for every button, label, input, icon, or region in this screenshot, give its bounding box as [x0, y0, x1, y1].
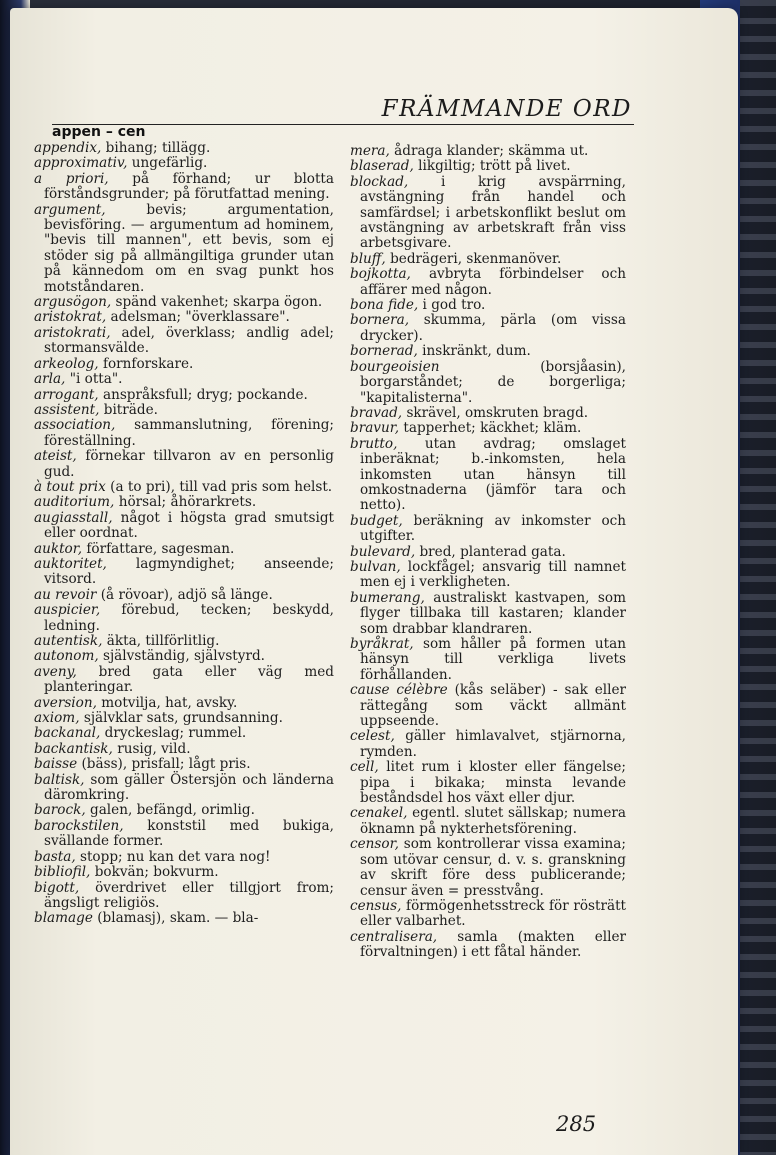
entry-definition: (borsjåasin), borgarståndet; de borgerliga; "kapitalisterna". [360, 358, 626, 406]
entry-definition: förmögenhetsstreck för rösträtt eller valbarhet. [360, 897, 626, 930]
entry-term: a priori, [34, 170, 109, 187]
entry-definition: som håller på formen utan hänsyn till verkliga livets förhållanden. [360, 636, 626, 683]
entry-term: backanal, [34, 725, 101, 742]
dictionary-entry [34, 726, 334, 741]
entry-definition: skrävel, omskruten bragd. [402, 404, 589, 421]
dictionary-entry [34, 742, 334, 757]
dictionary-entry [34, 295, 334, 310]
entry-definition: något i högsta grad smutsigt eller oordnat. [44, 509, 334, 542]
dictionary-entry [34, 480, 334, 495]
entry-definition: motvilja, hat, avsky. [96, 694, 238, 711]
entry-term: augiasstall, [34, 509, 113, 526]
entry-definition: beräkning av inkomster och utgifter. [360, 512, 626, 545]
entry-term: approximativ, [34, 155, 128, 172]
entry-term: autentisk, [34, 633, 103, 649]
dictionary-entry [350, 760, 626, 806]
entry-term: byråkrat, [350, 636, 414, 652]
dictionary-entry [34, 203, 334, 295]
entry-definition: överdrivet eller tillgjort from; ängsligt religiös. [44, 879, 334, 911]
entry-definition: (bäss), prisfall; lågt pris. [77, 756, 251, 773]
entry-term: barock, [34, 802, 86, 819]
entry-definition: adel, överklass; andlig adel; stormansvälde. [44, 324, 334, 357]
dictionary-entry [34, 711, 334, 726]
entry-term: auditorium, [34, 494, 115, 511]
entry-definition: utan avdrag; omslaget inberäknat; b.-inkomsten, hela inkomsten utan hänsyn till omkostnaderna (jämför tara och netto). [360, 435, 626, 514]
entry-definition: stopp; nu kan det vara nog! [75, 848, 271, 865]
entry-term: cause célèbre [350, 682, 448, 699]
dictionary-entry [34, 495, 334, 510]
dictionary-entry [34, 511, 334, 542]
entry-definition: "i otta". [65, 371, 123, 388]
entry-term: axiom, [34, 710, 80, 727]
entry-definition: förnekar tillvaron av en personlig gud. [44, 448, 334, 480]
dictionary-entry [34, 911, 334, 926]
backdrop-stripes [740, 0, 776, 1155]
entry-term: bourgeoisien [350, 358, 440, 375]
dictionary-entry [350, 806, 626, 837]
dictionary-entry [350, 899, 626, 930]
entry-definition: australiskt kastvapen, som flyger tillbaka till kastaren; klander som drabbar klandraren. [360, 589, 626, 637]
dictionary-entry [34, 372, 334, 387]
entry-definition: självständig, självstyrd. [98, 648, 265, 665]
entry-term: mera, [350, 143, 390, 159]
entry-term: cenakel, [350, 805, 408, 822]
entry-term: blockad, [350, 173, 409, 190]
entry-definition: tapperhet; käckhet; kläm. [399, 420, 582, 437]
dictionary-entry [34, 326, 334, 357]
dictionary-entry [34, 649, 334, 664]
entry-definition: dryckeslag; rummel. [100, 725, 247, 742]
entry-definition: likgiltig; trött på livet. [413, 158, 571, 175]
dictionary-entry [34, 403, 334, 418]
dictionary-entry [34, 449, 334, 480]
dictionary-entry [350, 729, 626, 760]
dictionary-entry [350, 545, 626, 560]
entry-term: auktoritet, [34, 555, 107, 572]
entry-term: bornerad, [350, 343, 418, 360]
entry-term: à tout prix [34, 478, 106, 495]
dictionary-entry [350, 159, 626, 174]
dictionary-entry [34, 696, 334, 711]
entry-term: arrogant, [34, 386, 99, 403]
entry-term: bona fide, [350, 297, 419, 314]
dictionary-entry [34, 819, 334, 850]
entry-term: baltisk, [34, 771, 85, 788]
entry-definition: anspråksfull; dryg; pockande. [98, 386, 308, 403]
dictionary-entry [350, 591, 626, 637]
entry-term: association, [34, 417, 116, 434]
dictionary-entry [350, 344, 626, 359]
entry-definition: sammanslutning, förening; föreställning. [44, 417, 334, 449]
entry-definition: adelsman; "överklassare". [106, 309, 290, 326]
dictionary-entry [34, 141, 334, 156]
left-column [34, 141, 334, 927]
dictionary-entry [34, 634, 334, 649]
entry-definition: på förhand; ur blotta förståndsgrunder; på förutfattad mening. [44, 170, 335, 203]
dictionary-entry [34, 557, 334, 588]
entry-term: bluff, [350, 250, 386, 267]
entry-definition: lagmyndighet; anseende; vitsord. [44, 555, 334, 588]
entry-definition: ådraga klander; skämma ut. [389, 143, 589, 159]
dictionary-entry [34, 156, 334, 171]
entry-term: autonom, [34, 648, 99, 665]
entry-term: argument, [34, 201, 106, 218]
dictionary-entry [350, 298, 626, 313]
entry-term: ateist, [34, 448, 77, 465]
entry-definition: som kontrollerar vissa examina; som utövar censur, d. v. s. granskning av skrift före dess publicerande; censur även = presstvång. [360, 836, 626, 899]
entry-definition: hörsal; åhörarkrets. [114, 494, 257, 511]
entry-term: bravad, [350, 404, 403, 421]
entry-definition: litet rum i kloster eller fängelse; pipa i bikaka; minsta levande beståndsdel hos växt eller djur. [360, 759, 626, 807]
entry-definition: avbryta förbindelser och affärer med någon. [360, 266, 626, 298]
entry-definition: (blamasj), skam. — bla- [92, 910, 259, 927]
entry-term: bornera, [350, 312, 410, 329]
entry-term: appendix, [34, 140, 102, 156]
entry-term: assistent, [34, 401, 100, 418]
dictionary-entry [350, 421, 626, 436]
page-title: FRÄMMANDE ORD [381, 96, 632, 122]
dictionary-entry [350, 360, 626, 406]
entry-definition: äkta, tillförlitlig. [102, 633, 220, 649]
entry-term: bumerang, [350, 589, 425, 606]
entry-definition: rusig, vild. [112, 740, 191, 757]
entry-term: bigott, [34, 879, 80, 896]
dictionary-entry [34, 542, 334, 557]
entry-definition: bevis; argumentation, bevisföring. — argumentum ad hominem, "bevis till mannen", ett bevis, som ej stöder sig på allmängiltiga grunder utan på kännedom om en svag punkt hos motståndaren. [44, 201, 334, 295]
dictionary-entry [350, 144, 626, 159]
entry-term: celest, [350, 728, 395, 745]
entry-definition: (a to pri), till vad pris som helst. [105, 478, 333, 495]
guide-word: appen – cen [52, 124, 146, 140]
entry-definition: självklar sats, grundsanning. [79, 710, 283, 727]
entry-definition: skumma, pärla (om vissa drycker). [360, 312, 626, 344]
entry-definition: bred gata eller väg med planteringar. [44, 663, 334, 696]
dictionary-entry [34, 757, 334, 772]
right-column [350, 144, 626, 961]
entry-term: barockstilen, [34, 817, 124, 834]
dictionary-entry [350, 252, 626, 267]
entry-term: au revoir [34, 586, 97, 603]
entry-definition: konststil med bukiga, svällande former. [44, 817, 334, 850]
dictionary-entry [350, 437, 626, 514]
dictionary-entry [350, 313, 626, 344]
dictionary-entry [34, 773, 334, 804]
entry-definition: bokvän; bokvurm. [90, 864, 219, 881]
entry-definition: inskränkt, dum. [417, 343, 531, 360]
entry-term: arkeolog, [34, 355, 99, 372]
dictionary-entry [34, 172, 334, 203]
entry-term: argusögon, [34, 294, 112, 311]
dictionary-entry [350, 930, 626, 961]
entry-term: auktor, [34, 540, 83, 557]
entry-term: arla, [34, 371, 66, 388]
entry-term: aveny, [34, 663, 77, 680]
entry-definition: bihang; tillägg. [101, 140, 211, 156]
entry-term: bojkotta, [350, 266, 411, 283]
dictionary-entry [350, 175, 626, 252]
entry-term: budget, [350, 512, 403, 529]
entry-definition: i god tro. [418, 297, 486, 314]
entry-term: backantisk, [34, 740, 113, 757]
entry-definition: fornforskare. [98, 355, 194, 372]
dictionary-entry [350, 514, 626, 545]
entry-term: brutto, [350, 435, 398, 452]
entry-term: auspicier, [34, 602, 101, 619]
entry-definition: samla (makten eller förvaltningen) i ett fåtal händer. [360, 928, 626, 961]
entry-definition: i krig avspärrning, avstängning från handel och samfärdsel; i arbetskonflikt beslut om avstängning av arbetskraft från viss arbetsgivare. [360, 173, 626, 252]
entry-definition: (kås seläber) - sak eller rättegång som väckt allmänt uppseende. [360, 682, 626, 730]
entry-term: bulevard, [350, 543, 416, 560]
dictionary-entry [350, 837, 626, 899]
entry-term: blamage [34, 910, 93, 927]
entry-definition: egentl. slutet sällskap; numera öknamn på nykterhetsförening. [360, 805, 626, 837]
entry-term: basta, [34, 848, 76, 865]
entry-term: baisse [34, 756, 78, 773]
entry-definition: spänd vakenhet; skarpa ögon. [111, 294, 323, 311]
dictionary-entry [34, 310, 334, 325]
entry-definition: förebud, tecken; beskydd, ledning. [44, 602, 334, 634]
dictionary-entry [350, 637, 626, 683]
entry-term: aristokrat, [34, 309, 107, 326]
entry-definition: lockfågel; ansvarig till namnet men ej i verkligheten. [360, 558, 626, 591]
entry-definition: gäller himlavalvet, stjärnorna, rymden. [360, 728, 626, 760]
entry-term: bulvan, [350, 558, 401, 575]
entry-definition: författare, sagesman. [82, 540, 235, 557]
dictionary-entry [350, 560, 626, 591]
entry-definition: bedrägeri, skenmanöver. [385, 250, 562, 267]
entry-definition: biträde. [99, 401, 158, 418]
dictionary-entry [350, 683, 626, 729]
entry-term: census, [350, 897, 402, 914]
entry-definition: galen, befängd, orimlig. [85, 802, 255, 819]
dictionary-entry [350, 267, 626, 298]
dictionary-entry [34, 865, 334, 880]
dictionary-entry [34, 603, 334, 634]
dictionary-entry [34, 388, 334, 403]
dictionary-entry [34, 418, 334, 449]
entry-term: bibliofil, [34, 864, 91, 881]
dictionary-entry [350, 406, 626, 421]
dictionary-entry [34, 588, 334, 603]
dictionary-entry [34, 803, 334, 818]
entry-term: bravur, [350, 420, 400, 437]
entry-definition: (å rövoar), adjö så länge. [96, 586, 273, 603]
dictionary-entry [34, 850, 334, 865]
dictionary-entry [34, 881, 334, 912]
entry-definition: ungefärlig. [127, 155, 208, 172]
entry-term: centralisera, [350, 928, 438, 945]
entry-term: aversion, [34, 694, 97, 711]
dictionary-entry [34, 357, 334, 372]
entry-definition: bred, planterad gata. [415, 543, 566, 560]
page-number: 285 [556, 1112, 597, 1136]
dictionary-entry [34, 665, 334, 696]
entry-term: censor, [350, 836, 399, 853]
entry-term: aristokrati, [34, 324, 111, 341]
entry-definition: som gäller Östersjön och länderna däromkring. [44, 771, 334, 804]
entry-term: blaserad, [350, 158, 414, 175]
entry-term: cell, [350, 759, 379, 776]
